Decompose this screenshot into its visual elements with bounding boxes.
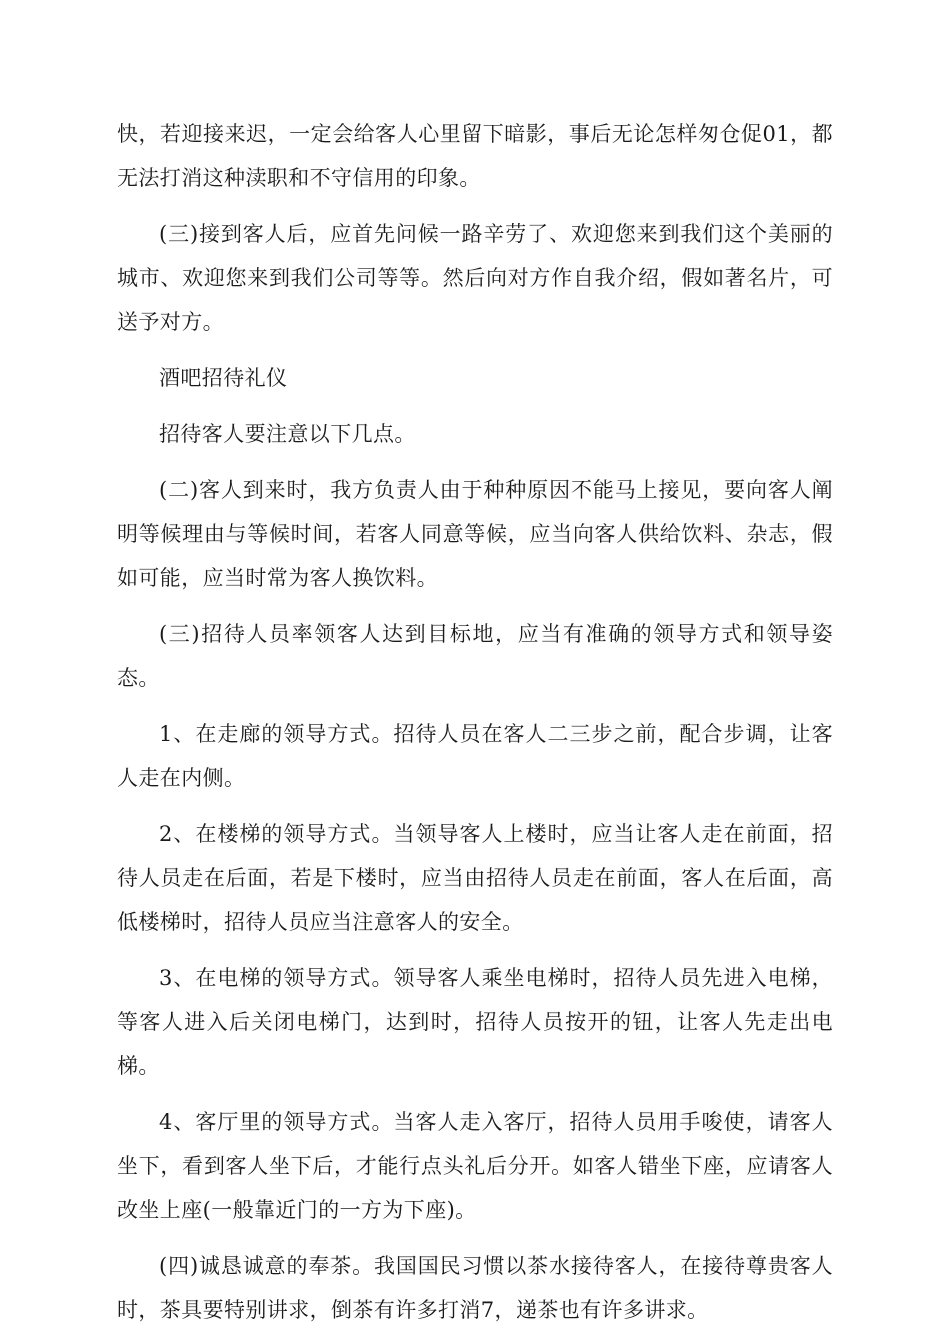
list-item-elevator: 3、在电梯的领导方式。领导客人乘坐电梯时，招待人员先进入电梯，等客人进入后关闭电梯门，达到时，招待人员按开的钮，让客人先走出电梯。 [117,966,833,1078]
list-item-corridor: 1、在走廊的领导方式。招待人员在客人二三步之前，配合步调，让客人走在内侧。 [117,722,833,790]
paragraph-greeting: (三)接到客人后，应首先问候一路辛劳了、欢迎您来到我们这个美丽的城市、欢迎您来到我们公司等等。然后向对方作自我介绍，假如著名片，可送予对方。 [117,222,833,334]
paragraph-tea: (四)诚恳诚意的奉茶。我国国民习惯以茶水接待客人，在接待尊贵客人时，茶具要特别讲求，倒茶有许多打消7，递茶也有许多讲求。 [117,1254,833,1322]
section-heading: 酒吧招待礼仪 [159,366,288,390]
list-item-living-room: 4、客厅里的领导方式。当客人走入客厅，招待人员用手唆使，请客人坐下，看到客人坐下后，才能行点头礼后分开。如客人错坐下座，应请客人改坐上座(一般靠近门的一方为下座)。 [117,1110,833,1222]
paragraph-waiting: (二)客人到来时，我方负责人由于种种原因不能马上接见，要向客人阐明等候理由与等候时间，若客人同意等候，应当向客人供给饮料、杂志，假如可能，应当时常为客人换饮料。 [117,478,833,590]
document-body [117,112,833,1344]
paragraph-intro: 招待客人要注意以下几点。 [159,422,416,446]
paragraph-guiding: (三)招待人员率领客人达到目标地，应当有准确的领导方式和领导姿态。 [117,622,833,690]
paragraph-continuation: 快，若迎接来迟，一定会给客人心里留下暗影，事后无论怎样匆仓促01，都无法打消这种渎职和不守信用的印象。 [117,122,833,190]
list-item-stairs: 2、在楼梯的领导方式。当领导客人上楼时，应当让客人走在前面，招待人员走在后面，若是下楼时，应当由招待人员走在前面，客人在后面，高低楼梯时，招待人员应当注意客人的安全。 [117,822,833,934]
